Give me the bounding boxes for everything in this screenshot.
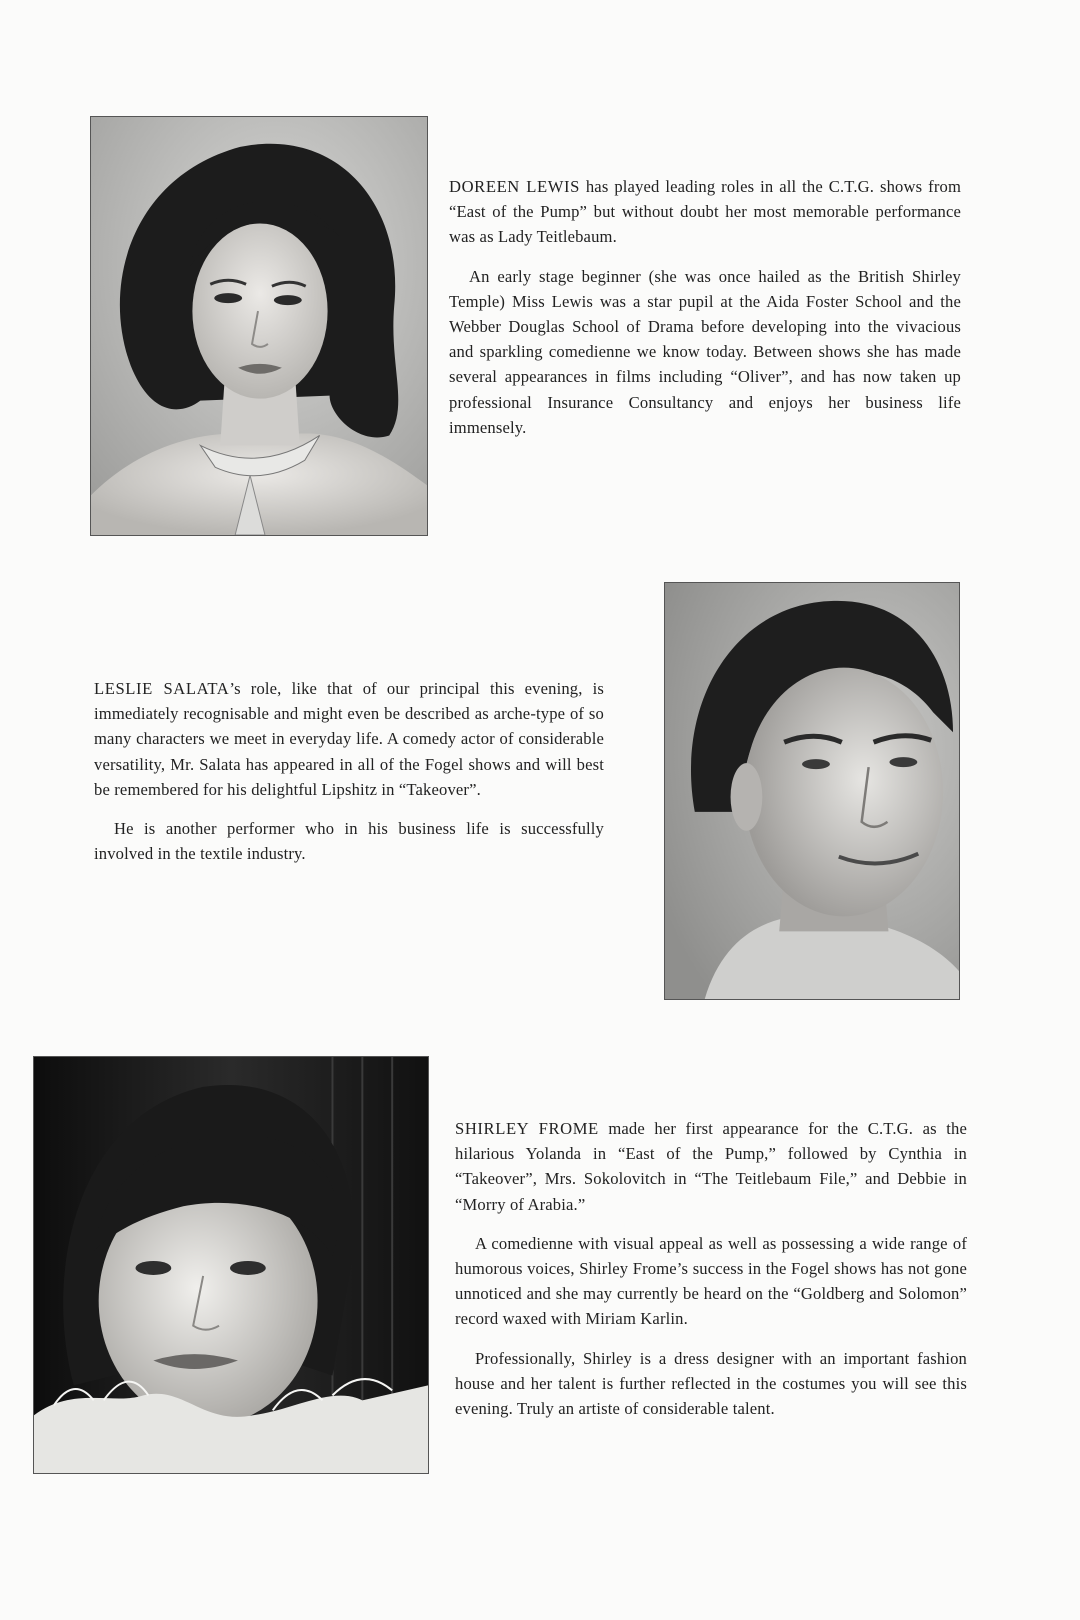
portrait-woman-bob-hair-image [34, 1057, 428, 1473]
bio-paragraph [94, 676, 604, 802]
bio-leslie-salata [94, 676, 604, 880]
portrait-woman-long-hair-image [91, 117, 427, 535]
bio-doreen-lewis [449, 174, 961, 454]
bio-paragraph: An early stage beginner (she was once hailed as the British Shirley Temple) Miss Lewis was a star pupil at the Aida Foster School and the Webber Douglas School of Drama before developing into the vivacious and sparkling comedienne we know today. Between shows she has made several appearances in films including “Oliver”, and has now taken up professional Insurance Consultancy and enjoys her business life immensely. [449, 266, 961, 437]
bio-paragraph: A comedienne with visual appeal as well as possessing a wide range of humorous voices, Shirley Frome’s success in the Fogel shows has not gone unnoticed and she may currently be heard on the “Goldberg and Solomon” record waxed with Miriam Karlin. [455, 1233, 967, 1329]
bio-text: ’s role, like that of our principal this evening, is immediately recognisable and might even be described as arche-type of so many characters we meet in everyday life. A comedy actor of considerable versatility, Mr. Salata has appeared in all of the Fogel shows and will best be remembered for his delightful Lipshitz in “Takeover”. [94, 679, 604, 799]
photo-leslie-salata [664, 582, 960, 1000]
photo-doreen-lewis [90, 116, 428, 536]
bio-paragraph: Professionally, Shirley is a dress designer with an important fashion house and her talent is further reflected in the costumes you will see this evening. Truly an artiste of considerable talent. [455, 1348, 967, 1419]
actor-name: SHIRLEY FROME [455, 1119, 599, 1138]
actor-name: LESLIE SALATA [94, 679, 230, 698]
bio-shirley-frome [455, 1116, 967, 1435]
portrait-man-image [665, 583, 959, 999]
bio-text: has played leading roles in all the C.T.G. shows from “East of the Pump” but without doubt her most memorable performance was as Lady Teitlebaum. [449, 177, 962, 247]
bio-text: made her first appearance for the C.T.G. as the hilarious Yolanda in “East of the Pump,” followed by Cynthia in “Takeover”, Mrs. Sokolovitch in “The Teitlebaum File,” and Debbie in “Morry of Arabia.” [455, 1119, 967, 1214]
bio-paragraph [449, 174, 961, 250]
bio-paragraph [455, 1116, 967, 1217]
actor-name: DOREEN LEWIS [449, 177, 580, 196]
photo-shirley-frome [33, 1056, 429, 1474]
bio-paragraph: He is another performer who in his business life is successfully involved in the textile industry. [94, 819, 604, 864]
